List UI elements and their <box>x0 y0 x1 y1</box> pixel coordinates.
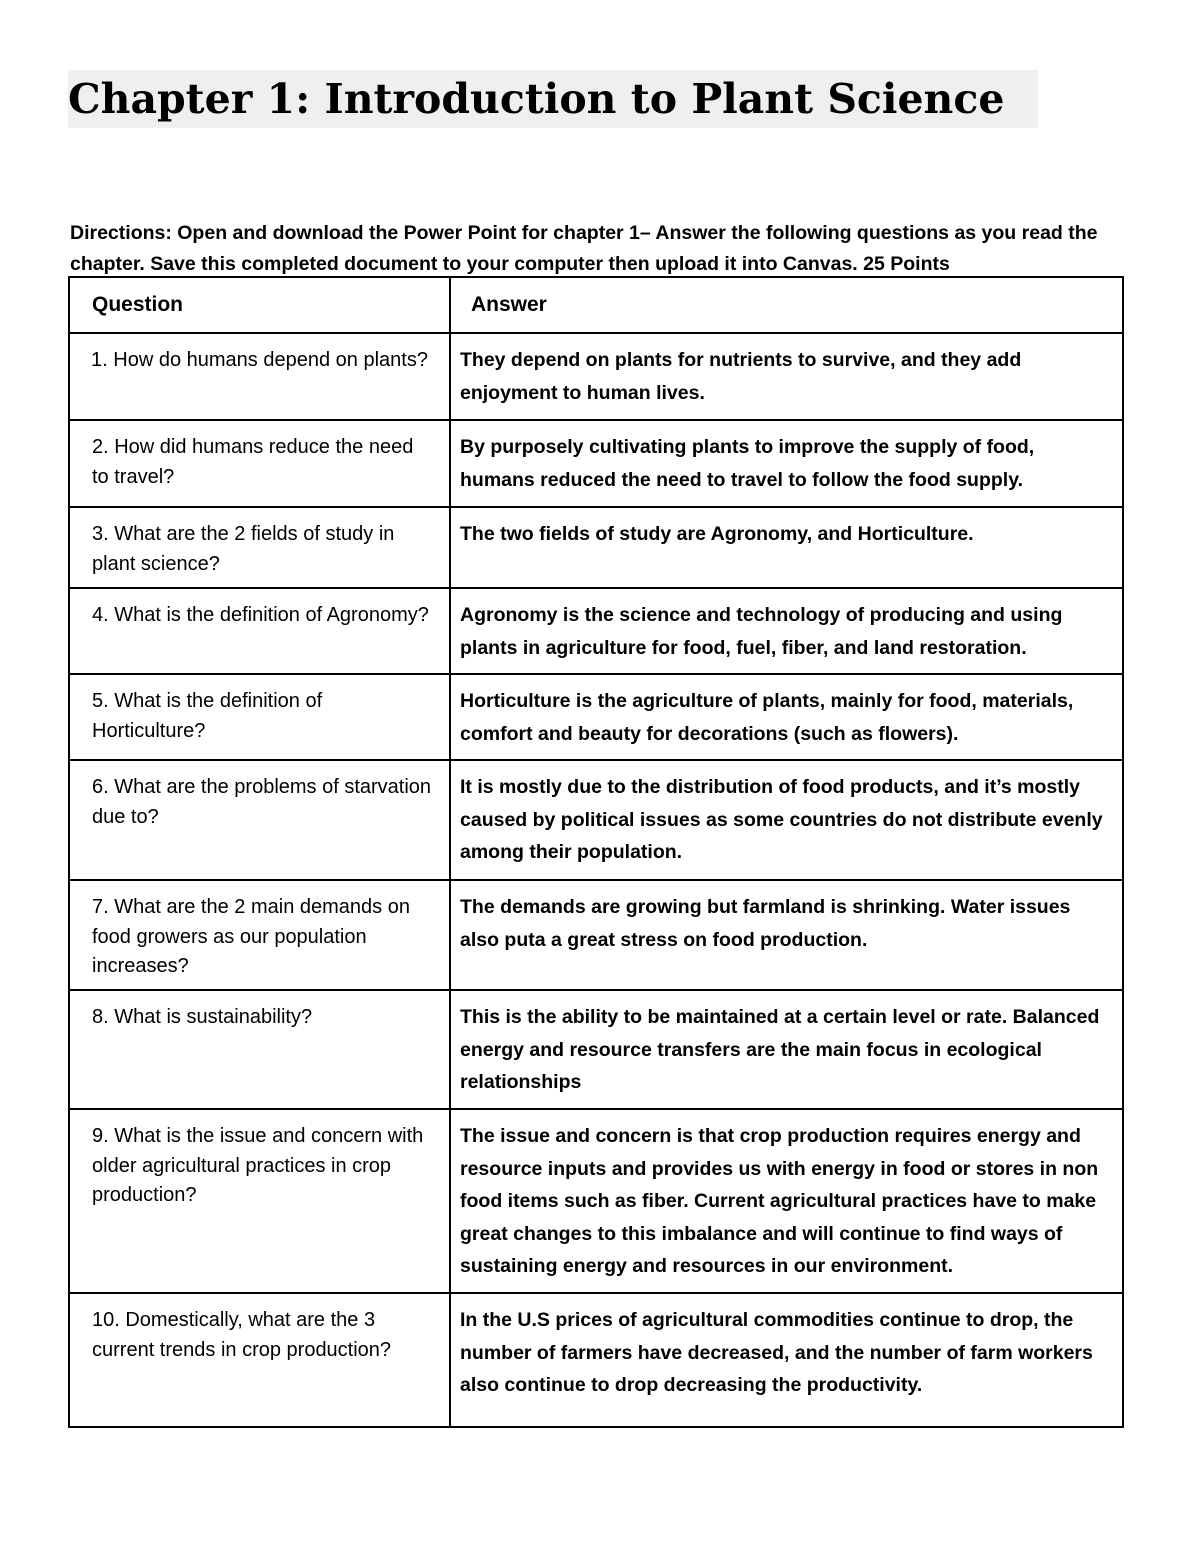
answer-cell: The demands are growing but farmland is shrinking. Water issues also puta a great stress on food production. <box>450 880 1123 990</box>
table-row <box>69 333 1123 420</box>
answer-cell: Agronomy is the science and technology of producing and using plants in agriculture for food, fuel, fiber, and land restoration. <box>450 588 1123 674</box>
table-row <box>69 1293 1123 1427</box>
table-row <box>69 507 1123 588</box>
answer-cell: It is mostly due to the distribution of food products, and it’s mostly caused by political issues as some countries do not distribute evenly among their population. <box>450 760 1123 880</box>
answer-cell: In the U.S prices of agricultural commodities continue to drop, the number of farmers have decreased, and the number of farm workers also continue to drop decreasing the productivity. <box>450 1293 1123 1427</box>
directions-text: Directions: Open and download the Power Point for chapter 1– Answer the following questions as you read the chapter. Save this completed document to your computer then upload it into Canvas. 25 Points <box>70 222 1098 275</box>
question-cell: 1. How do humans depend on plants? <box>69 333 450 420</box>
question-cell: 5. What is the definition of Horticulture? <box>69 674 450 760</box>
question-cell: 9. What is the issue and concern with older agricultural practices in crop production? <box>69 1109 450 1293</box>
question-cell: 8. What is sustainability? <box>69 990 450 1109</box>
table-row <box>69 880 1123 990</box>
table-row <box>69 588 1123 674</box>
answer-cell: Horticulture is the agriculture of plants, mainly for food, materials, comfort and beauty for decorations (such as flowers). <box>450 674 1123 760</box>
question-answer-table <box>68 276 1124 1428</box>
table-row <box>69 760 1123 880</box>
table-row <box>69 674 1123 760</box>
table-row <box>69 1109 1123 1293</box>
answer-cell: They depend on plants for nutrients to survive, and they add enjoyment to human lives. <box>450 333 1123 420</box>
question-cell: 6. What are the problems of starvation due to? <box>69 760 450 880</box>
table-row <box>69 420 1123 507</box>
answer-cell: By purposely cultivating plants to improve the supply of food, humans reduced the need to travel to follow the food supply. <box>450 420 1123 507</box>
question-cell: 2. How did humans reduce the need to travel? <box>69 420 450 507</box>
table-header-row <box>69 277 1123 333</box>
question-cell: 7. What are the 2 main demands on food growers as our population increases? <box>69 880 450 990</box>
answer-cell: The two fields of study are Agronomy, and Horticulture. <box>450 507 1123 588</box>
question-column-header: Question <box>69 277 450 333</box>
answer-cell: The issue and concern is that crop production requires energy and resource inputs and provides us with energy in food or stores in non food items such as fiber. Current agricultural practices have to make great changes to this imbalance and will continue to find ways of sustaining energy and resources in our environment. <box>450 1109 1123 1293</box>
page-title: Chapter 1: Introduction to Plant Science <box>68 70 1038 128</box>
table-row <box>69 990 1123 1109</box>
question-cell: 10. Domestically, what are the 3 current trends in crop production? <box>69 1293 450 1427</box>
question-cell: 4. What is the definition of Agronomy? <box>69 588 450 674</box>
answer-column-header: Answer <box>450 277 1123 333</box>
question-cell: 3. What are the 2 fields of study in plant science? <box>69 507 450 588</box>
answer-cell: This is the ability to be maintained at a certain level or rate. Balanced energy and resource transfers are the main focus in ecological relationships <box>450 990 1123 1109</box>
